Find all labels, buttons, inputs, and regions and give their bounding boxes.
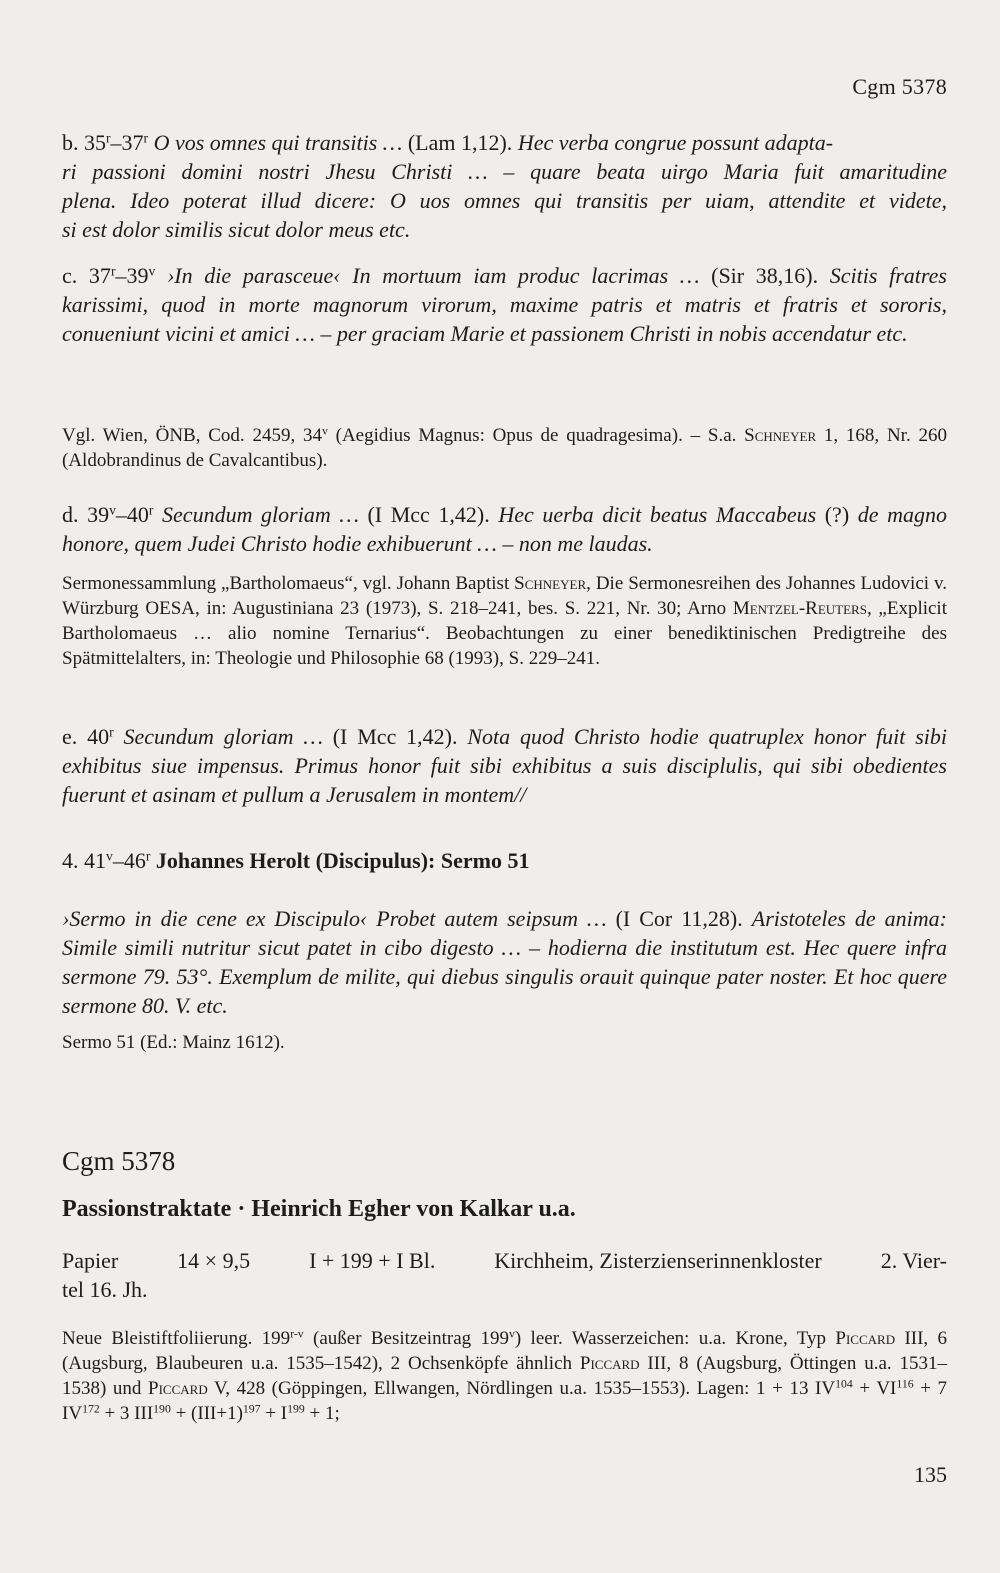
item-4-note: Sermo 51 (Ed.: Mainz 1612). xyxy=(62,1032,285,1053)
section-description: Neue Bleistiftfoliierung. 199$^{r-v}$ (außer Besitzeintrag 199$^v$) leer. Wasserzeichen: u.a. Krone, Typ Piccard III, 6 (Augsburg, Blaubeuren u.a. 1535–1542), 2 Ochsenköpfe ähnlich Piccard III, 8 (Augsburg, Öttingen u.a. 1531–1538) und Piccard V, 428 (Göppingen, Ellwangen, Nördlingen u.a. 1535–1553). Lagen: 1 + 13 $IV^{104} + VI^{116} + 7$ $IV^{172} + 3$ $III^{190} + (III+1)^{197} + I^{199} + 1$; xyxy=(62,1327,948,1424)
entry-b-line-4: si est dolor similis sicut dolor meus etc. xyxy=(62,217,411,242)
running-head: Cgm 5378 xyxy=(852,74,947,99)
section-title: Cgm 5378 xyxy=(62,1146,176,1176)
entry-b-line-1: b. 35$^r$–37$^r$ O vos omnes qui transitis … (Lam 1,12). Hec verba congrue possunt adapta- xyxy=(62,130,834,155)
section-meta xyxy=(62,1246,947,1304)
entry-d-note: Sermonessammlung „Bartholomaeus“, vgl. Johann Baptist Schneyer, Die Sermonesreihen des Johannes Ludovici v. Würzburg OESA, in: Augustiniana 23 (1973), S. 218–241, bes. S. 221, Nr. 30; Arno Mentzel-Reuters, „Explicit Bartholomaeus … alio nomine Ternarius“. Beobachtungen zu einer benediktinischen Predigtreihe des Spätmittelalters, in: Theologie und Philosophie 68 (1993), S. 229–241. xyxy=(62,573,947,669)
meta-size: 14 × 9,5 xyxy=(177,1248,251,1273)
meta-leaves: I + 199 + I Bl. xyxy=(309,1248,436,1273)
meta-material: Papier xyxy=(62,1248,119,1273)
entry-b-line-3: plena. Ideo poterat illud dicere: O uos omnes qui transitis per uiam, attendite et videte, xyxy=(62,188,947,213)
item-4-text: ›Sermo in die cene ex Discipulo‹ Probet autem seipsum … (I Cor 11,28). Aristoteles de anima: Simile simili nutritur sicut patet in cibo digesto … – hodierna die institutum est. Hec quere infra sermone 79. 53°. Exemplum de milite, qui diebus singulis orauit quinque pater noster. Et hoc quere sermone 80. V. etc. xyxy=(62,906,947,1018)
entry-b xyxy=(62,128,947,244)
meta-origin: Kirchheim, Zisterzienserinnenkloster xyxy=(494,1248,822,1273)
entry-d: d. 39$^v$–40$^r$ Secundum gloriam … (I Mcc 1,42). Hec uerba dicit beatus Maccabeus (?) de magno honore, quem Judei Christo hodie exhibuerunt … – non me laudas. xyxy=(62,502,947,556)
book-page xyxy=(62,0,947,1573)
page-number: 135 xyxy=(914,1462,947,1487)
entry-c-note: Vgl. Wien, ÖNB, Cod. 2459, 34$^v$ (Aegidius Magnus: Opus de quadragesima). – S.a. Schneyer 1, 168, Nr. 260 (Aldobrandinus de Cavalcantibus). xyxy=(62,424,947,471)
entry-c: c. 37$^r$–39$^v$ ›In die parasceue‹ In mortuum iam produc lacrimas … (Sir 38,16). Scitis fratres karissimi, quod in morte magnorum virorum, maxime patris et matris et fratris et sororis, conueniunt vicini et amici … – per graciam Marie et passionem Christi in nobis accendatur etc. xyxy=(62,263,947,346)
entry-e: e. 40$^r$ Secundum gloriam … (I Mcc 1,42). Nota quod Christo hodie quatruplex honor fuit sibi exhibitus siue impensus. Primus honor fuit sibi exhibitus a suis disciplulis, qui sibi obedientes fuerunt et asinam et pullum a Jerusalem in montem// xyxy=(62,724,948,807)
section-subtitle: Passionstraktate · Heinrich Egher von Kalkar u.a. xyxy=(62,1196,576,1222)
item-4-heading: 4. 41$^v$–46$^r$ Johannes Herolt (Discipulus): Sermo 51 xyxy=(62,848,530,873)
meta-date-cont: tel 16. Jh. xyxy=(62,1277,148,1302)
entry-b-line-2: ri passioni domini nostri Jhesu Christi … – quare beata uirgo Maria fuit amaritudine xyxy=(62,159,947,184)
meta-date: 2. Vier- xyxy=(880,1248,947,1273)
section-meta-line-1 xyxy=(62,1246,947,1275)
